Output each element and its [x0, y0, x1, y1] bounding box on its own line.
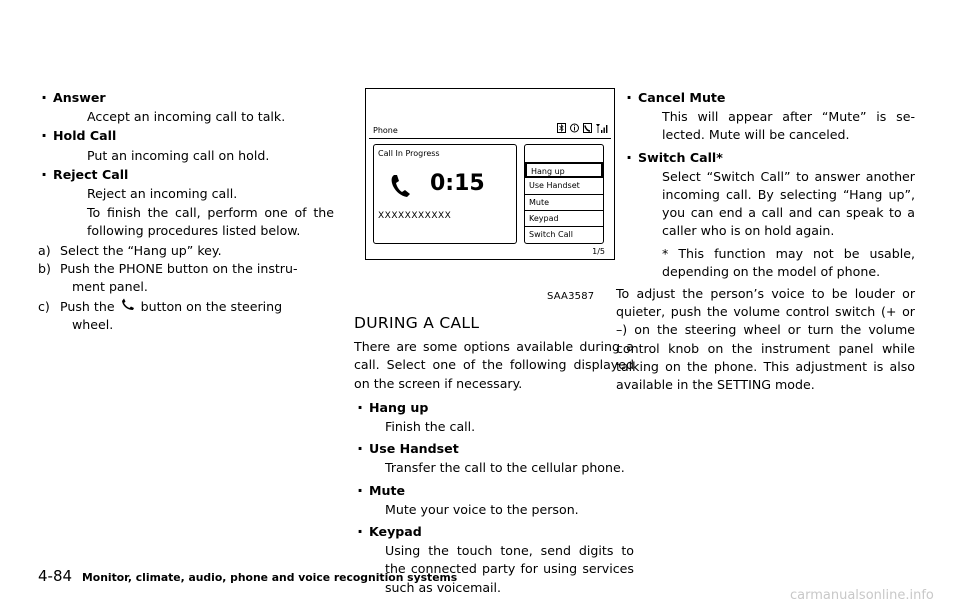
step-a-text: Select the “Hang up” key.: [60, 242, 222, 258]
step-b-text: Push the PHONE button on the instru-: [60, 260, 298, 276]
call-menu: [524, 144, 604, 244]
menu-item-hang-up[interactable]: Hang up: [525, 162, 603, 178]
signal-icon: [596, 123, 608, 133]
status-icons: [557, 123, 608, 136]
step-a-key: a): [38, 242, 51, 258]
caller-number: XXXXXXXXXXX: [378, 211, 452, 221]
figure-caption: SAA3587: [547, 291, 595, 302]
step-b: [38, 260, 334, 296]
call-timer: 0:15: [430, 171, 485, 196]
bullet-cancel-mute: . Cancel Mute: [623, 89, 915, 107]
answer-desc: Accept an incoming call to talk.: [87, 109, 286, 125]
reject-call-desc: Reject an incoming call.: [87, 186, 238, 202]
step-c: [38, 298, 334, 334]
steering-phone-icon: [119, 298, 137, 312]
page-indicator: 1/5: [592, 247, 605, 256]
bullet-mute: . Mute: [354, 482, 634, 500]
step-c-text-after: button on the steering: [140, 299, 283, 315]
intro-text: There are some options available during a call. Select one of the following displayed on the screen if necessary.: [354, 339, 634, 391]
step-a: [38, 242, 334, 260]
finish-call-text: To finish the call, perform one of the following procedures listed below.: [87, 205, 334, 239]
step-b-cont: ment panel.: [72, 279, 148, 295]
step-c-text-before: Push the: [60, 299, 115, 315]
bullet-answer: . Answer: [38, 89, 334, 107]
step-b-key: b): [38, 260, 51, 276]
call-in-progress-label: Call In Progress: [378, 149, 440, 158]
footnote: * This function may not be usable, depending on the model of phone.: [662, 245, 915, 279]
phone-screen-figure: [365, 88, 615, 260]
menu-item-mute[interactable]: Mute: [525, 195, 603, 211]
menu-item-use-handset[interactable]: Use Handset: [525, 178, 603, 194]
volume-paragraph: To adjust the person’s voice to be louder or quieter, push the volume control switch (+ or –) on the steering wheel or turn the volume control knob on the instrument panel while talking on the phone. This adjustment is also available in the SETTING mode.: [616, 286, 915, 393]
hang-up-desc: Finish the call.: [385, 419, 476, 435]
footer-section-title: Monitor, climate, audio, phone and voice recognition systems: [82, 571, 458, 584]
screen-divider: [369, 138, 611, 139]
switch-call-desc: Select “Switch Call” to answer another incoming call. By selecting “Hang up”, you can end a call and can speak to a caller who is on hold again.: [662, 168, 915, 239]
info-icon: [570, 123, 579, 133]
page-number: 4-84: [38, 567, 73, 585]
use-handset-desc: Transfer the call to the cellular phone.: [385, 460, 625, 476]
hold-call-desc: Put an incoming call on hold.: [87, 147, 270, 163]
call-panel: [373, 144, 517, 244]
bluetooth-icon: [557, 123, 566, 133]
step-c-key: c): [38, 299, 50, 315]
bullet-hang-up: . Hang up: [354, 399, 634, 417]
bullet-hold-call: . Hold Call: [38, 127, 334, 145]
bullet-switch-call: . Switch Call*: [623, 149, 915, 167]
right-column: [616, 89, 915, 394]
keypad-desc: Using the touch tone, send digits to the connected party for using services such as voicemail.: [385, 543, 634, 595]
page-footer: [38, 567, 457, 585]
mute-desc: Mute your voice to the person.: [385, 501, 579, 517]
phone-status-icon: [583, 123, 592, 133]
handset-icon: [390, 173, 412, 199]
section-title: DURING A CALL: [354, 314, 480, 332]
menu-item-keypad[interactable]: Keypad: [525, 211, 603, 227]
cancel-mute-desc: This will appear after “Mute” is se- lected. Mute will be canceled.: [662, 109, 915, 143]
bullet-reject-call: . Reject Call: [38, 166, 334, 184]
watermark: carmanualsonline.info: [790, 588, 934, 603]
menu-item-switch-call[interactable]: Switch Call: [529, 230, 573, 240]
bullet-keypad: . Keypad: [354, 523, 634, 541]
screen-title: Phone: [373, 126, 398, 135]
middle-column: [354, 314, 634, 598]
bullet-use-handset: . Use Handset: [354, 440, 634, 458]
step-c-cont: wheel.: [72, 317, 114, 333]
left-column: [38, 89, 334, 335]
